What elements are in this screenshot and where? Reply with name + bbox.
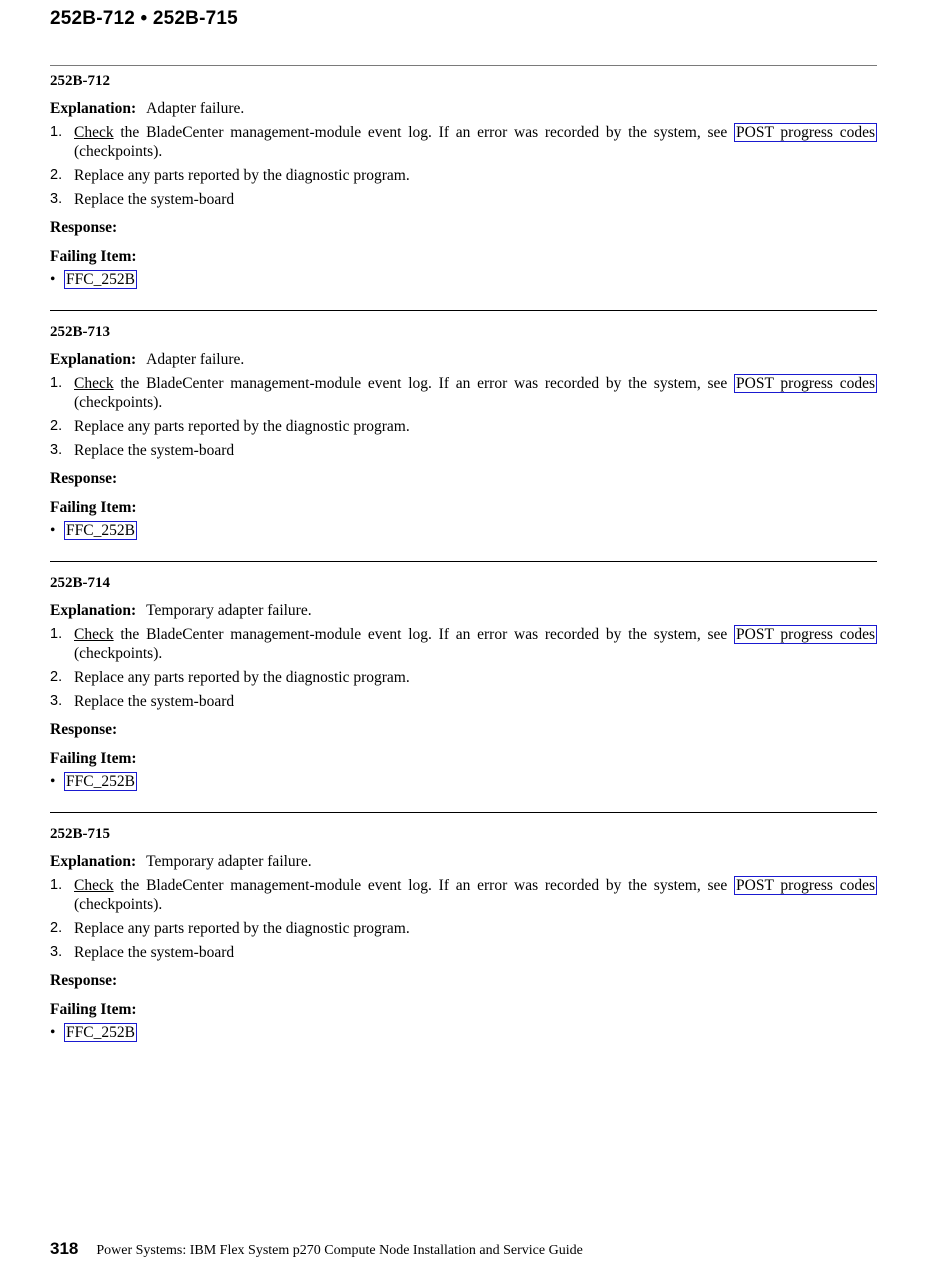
procedure-steps: [50, 123, 877, 209]
document-body: [50, 71, 877, 1075]
bullet-icon: •: [50, 522, 56, 539]
error-entry: [50, 71, 877, 305]
step-item: [50, 417, 877, 436]
failing-items-list: [50, 1023, 877, 1043]
explanation: [50, 99, 877, 119]
response-label: Response:: [50, 972, 118, 989]
post-progress-codes-link[interactable]: POST progress codes: [736, 626, 875, 643]
step-number: 3.: [50, 191, 63, 207]
step-number: 1.: [50, 375, 63, 391]
step-item: [50, 625, 877, 663]
step-number: 3.: [50, 944, 63, 960]
ffc-link[interactable]: FFC_252B: [66, 1024, 135, 1041]
failing-item: [50, 521, 877, 541]
failing-item: [50, 1023, 877, 1043]
error-entry: [50, 573, 877, 807]
step-item: [50, 692, 877, 711]
step-text: Replace any parts reported by the diagnostic program.: [74, 167, 410, 184]
step-item: [50, 876, 877, 914]
step-text: Replace the system-board: [74, 693, 235, 710]
step-text: Replace the system-board: [74, 191, 235, 208]
step-number: 1.: [50, 626, 63, 642]
explanation-label: Explanation:: [50, 602, 137, 619]
step-number: 1.: [50, 124, 63, 140]
step-item: [50, 123, 877, 161]
step-text: Replace any parts reported by the diagnostic program.: [74, 920, 410, 937]
check-link-text[interactable]: Check: [74, 124, 114, 141]
error-code: 252B-713: [50, 324, 110, 340]
book-title: Power Systems: IBM Flex System p270 Compute Node Installation and Service Guide: [96, 1243, 583, 1258]
step-text: Replace any parts reported by the diagnostic program.: [74, 669, 410, 686]
step-number: 2.: [50, 920, 63, 936]
explanation-label: Explanation:: [50, 853, 137, 870]
failing-item: [50, 270, 877, 290]
step-item: [50, 190, 877, 209]
failing-item-label: Failing Item:: [50, 499, 137, 516]
error-entry: [50, 322, 877, 556]
bullet-icon: •: [50, 271, 56, 288]
step-text: the BladeCenter management-module event log. If an error was recorded by the system, see: [113, 124, 735, 141]
step-text: the BladeCenter management-module event log. If an error was recorded by the system, see: [113, 877, 735, 894]
error-entry: [50, 824, 877, 1058]
bullet-icon: •: [50, 1024, 56, 1041]
step-text-suffix: (checkpoints).: [74, 645, 163, 662]
step-number: 3.: [50, 693, 63, 709]
check-link-text[interactable]: Check: [74, 877, 114, 894]
step-text: Replace any parts reported by the diagnostic program.: [74, 418, 410, 435]
running-header: 252B-712 • 252B-715: [50, 8, 238, 29]
procedure-steps: [50, 625, 877, 711]
step-number: 1.: [50, 877, 63, 893]
explanation-text: Adapter failure.: [146, 351, 245, 368]
procedure-steps: [50, 374, 877, 460]
step-text: the BladeCenter management-module event log. If an error was recorded by the system, see: [113, 375, 735, 392]
explanation-label: Explanation:: [50, 351, 137, 368]
step-item: [50, 943, 877, 962]
failing-item: [50, 772, 877, 792]
error-code: 252B-712: [50, 73, 110, 89]
ffc-link[interactable]: FFC_252B: [66, 271, 135, 288]
step-item: [50, 374, 877, 412]
post-progress-codes-link[interactable]: POST progress codes: [736, 877, 875, 894]
step-text: Replace the system-board: [74, 442, 235, 459]
step-text: Replace the system-board: [74, 944, 235, 961]
explanation: [50, 852, 877, 872]
check-link-text[interactable]: Check: [74, 626, 114, 643]
step-number: 2.: [50, 669, 63, 685]
step-item: [50, 441, 877, 460]
step-item: [50, 668, 877, 687]
check-link-text[interactable]: Check: [74, 375, 114, 392]
failing-items-list: [50, 270, 877, 290]
failing-items-list: [50, 521, 877, 541]
error-code: 252B-714: [50, 575, 110, 591]
response-label: Response:: [50, 470, 118, 487]
failing-item-label: Failing Item:: [50, 750, 137, 767]
step-text-suffix: (checkpoints).: [74, 394, 163, 411]
ffc-link[interactable]: FFC_252B: [66, 522, 135, 539]
explanation: [50, 601, 877, 621]
page-footer: [50, 1239, 583, 1259]
step-number: 2.: [50, 167, 63, 183]
explanation: [50, 350, 877, 370]
failing-items-list: [50, 772, 877, 792]
explanation-text: Temporary adapter failure.: [146, 853, 312, 870]
explanation-label: Explanation:: [50, 100, 137, 117]
error-code: 252B-715: [50, 826, 110, 842]
header-rule: [50, 65, 877, 66]
procedure-steps: [50, 876, 877, 962]
step-text-suffix: (checkpoints).: [74, 143, 163, 160]
bullet-icon: •: [50, 773, 56, 790]
failing-item-label: Failing Item:: [50, 1001, 137, 1018]
post-progress-codes-link[interactable]: POST progress codes: [736, 124, 875, 141]
response-label: Response:: [50, 219, 118, 236]
response-label: Response:: [50, 721, 118, 738]
step-text: the BladeCenter management-module event log. If an error was recorded by the system, see: [113, 626, 735, 643]
ffc-link[interactable]: FFC_252B: [66, 773, 135, 790]
explanation-text: Adapter failure.: [146, 100, 245, 117]
failing-item-label: Failing Item:: [50, 248, 137, 265]
step-number: 2.: [50, 418, 63, 434]
step-item: [50, 166, 877, 185]
post-progress-codes-link[interactable]: POST progress codes: [736, 375, 875, 392]
step-item: [50, 919, 877, 938]
page-number: 318: [50, 1239, 79, 1258]
step-text-suffix: (checkpoints).: [74, 896, 163, 913]
step-number: 3.: [50, 442, 63, 458]
explanation-text: Temporary adapter failure.: [146, 602, 312, 619]
